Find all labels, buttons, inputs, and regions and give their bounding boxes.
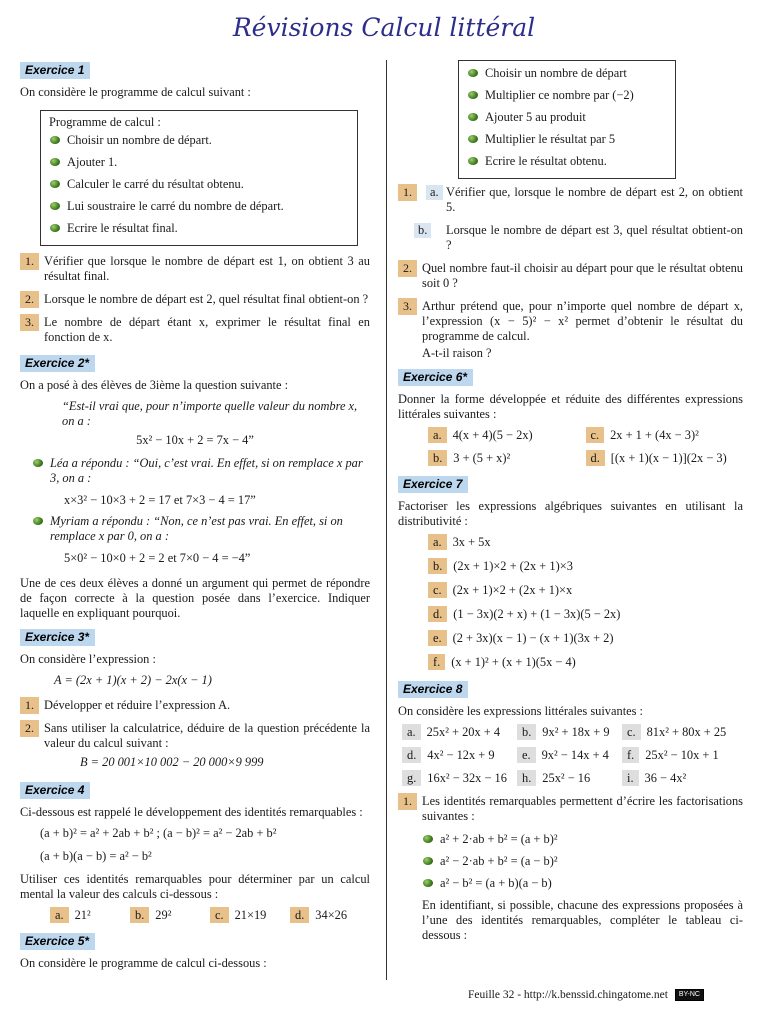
exercise-1-label: Exercice 1 (20, 62, 90, 79)
bullet-icon (50, 136, 60, 144)
ex5-question: 2. Quel nombre faut-il choisir au départ pour que le résultat obtenu soit 0 ? (398, 261, 743, 291)
ex1-intro: On considère le programme de calcul suivant : (20, 85, 251, 99)
list-item: a. 3x + 5x (428, 535, 743, 550)
list-item: a. 21² (50, 908, 130, 923)
list-item: b. 29² (130, 908, 210, 923)
footer-text: Feuille 32 - http://k.benssid.chingatome.net (468, 989, 668, 1001)
ex3-expr2: B = 20 001×10 002 − 20 000×9 999 (80, 755, 264, 769)
ex1-question: 2. Lorsque le nombre de départ est 2, quel résultat final obtient-on ? (20, 292, 370, 307)
ex4-identities: (a + b)² = a² + 2ab + b² ; (a − b)² = a² − 2ab + b² (40, 826, 277, 840)
ex1-step: Ecrire le résultat final. (49, 221, 349, 236)
list-item: c. 2x + 1 + (4x − 3)² (586, 428, 744, 443)
ex5-question: 1. a. Vérifier que, lorsque le nombre de départ est 2, on obtient 5. (398, 185, 743, 215)
bullet-icon (468, 91, 478, 99)
ex7-items (398, 535, 743, 670)
bullet-icon (423, 835, 433, 843)
ex2-quote: “Est-il vrai que, pour n’importe quelle valeur du nombre x, on a : (62, 399, 358, 428)
list-item: d. (1 − 3x)(2 + x) + (1 − 3x)(5 − 2x) (428, 607, 743, 622)
list-item: a. 25x² + 20x + 4 (402, 725, 517, 740)
list-item: b. 3 + (5 + x)² (428, 451, 586, 466)
bullet-icon (423, 879, 433, 887)
ex2-quote-eq: 5x² − 10x + 2 = 7x − 4” (136, 433, 254, 447)
ex2-lea: Léa a répondu : “Oui, c’est vrai. En effet, si on remplace x par 3, on a : (32, 456, 370, 486)
ex3-question: 1. Développer et réduire l’expression A. (20, 698, 370, 713)
bullet-icon (468, 135, 478, 143)
ex5-question-end: A-t-il raison ? (422, 346, 492, 360)
ex8-question: 1. Les identités remarquables permettent d’écrire les factorisations suivantes : (398, 794, 743, 824)
column-divider (386, 60, 387, 980)
list-item: b. 9x² + 18x + 9 (517, 725, 622, 740)
ex5-step: Multiplier ce nombre par (−2) (467, 88, 667, 103)
exercise-4-label: Exercice 4 (20, 782, 90, 799)
ex2-myriam: Myriam a répondu : “Non, ce n’est pas vrai. En effet, si on remplace x par 0, on a : (32, 514, 370, 544)
ex1-step: Calculer le carré du résultat obtenu. (49, 177, 349, 192)
ex3-intro: On considère l’expression : (20, 652, 156, 666)
bullet-icon (33, 459, 43, 467)
ex2-outro: Une de ces deux élèves a donné un argument qui permet de répondre de façon correcte à la question posée dans l’exercice. Indiquer laquelle en expliquant pourquoi. (20, 576, 370, 620)
list-item: a. 4(x + 4)(5 − 2x) (428, 428, 586, 443)
ex8-fact: a² − 2·ab + b² = (a − b)² (422, 854, 743, 869)
footer (468, 988, 704, 1003)
ex5-step: Multiplier le résultat par 5 (467, 132, 667, 147)
exercise-5-label: Exercice 5* (20, 933, 95, 950)
license-badge: BY-NC (675, 989, 704, 1001)
ex4-items (20, 908, 370, 923)
list-item: h. 25x² − 16 (517, 771, 622, 786)
list-item: e. 9x² − 14x + 4 (517, 748, 622, 763)
ex6-items (398, 428, 743, 466)
bullet-icon (33, 517, 43, 525)
ex8-fact: a² − b² = (a + b)(a − b) (422, 876, 743, 891)
list-item: e. (2 + 3x)(x − 1) − (x + 1)(3x + 2) (428, 631, 743, 646)
bullet-icon (468, 113, 478, 121)
ex5-program-box (458, 60, 676, 179)
exercise-6-label: Exercice 6* (398, 369, 473, 386)
bullet-icon (50, 224, 60, 232)
ex7-intro: Factoriser les expressions algébriques suivantes en utilisant la distributivité : (398, 499, 743, 528)
left-column (20, 60, 370, 977)
ex1-box-title: Programme de calcul : (49, 115, 161, 129)
ex8-outro: En identifiant, si possible, chacune des expressions proposées à l’une des identités remarquables, compléter le tableau ci-dessous : (422, 898, 743, 942)
ex5-question: 3. Arthur prétend que, pour n’importe quel nombre de départ x, l’expression (x − 5)² − x² permet d’obtenir le résultat du programme de calcul. (398, 299, 743, 344)
list-item: c. 81x² + 80x + 25 (622, 725, 742, 740)
ex1-question: 3. Le nombre de départ étant x, exprimer le résultat final en fonction de x. (20, 315, 370, 345)
bullet-icon (468, 69, 478, 77)
bullet-icon (50, 158, 60, 166)
list-item: f. (x + 1)² + (x + 1)(5x − 4) (428, 655, 743, 670)
bullet-icon (423, 857, 433, 865)
ex3-question: 2. Sans utiliser la calculatrice, déduire de la question précédente la valeur du calcul suivant : (20, 721, 370, 751)
list-item: b. (2x + 1)×2 + (2x + 1)×3 (428, 559, 743, 574)
ex1-step: Ajouter 1. (49, 155, 349, 170)
exercise-7-label: Exercice 7 (398, 476, 468, 493)
ex2-lea-eq: x×3² − 10×3 + 2 = 17 et 7×3 − 4 = 17” (64, 493, 256, 507)
bullet-icon (50, 202, 60, 210)
ex4-intro: Ci-dessous est rappelé le développement des identités remarquables : (20, 805, 363, 819)
ex1-question: 1. Vérifier que lorsque le nombre de départ est 1, on obtient 3 au résultat final. (20, 254, 370, 284)
ex3-expr: A = (2x + 1)(x + 2) − 2x(x − 1) (54, 673, 212, 687)
ex5-step: Ajouter 5 au produit (467, 110, 667, 125)
right-column (398, 60, 743, 949)
ex4-text: Utiliser ces identités remarquables pour déterminer par un calcul mental la valeur des calculs ci-dessous : (20, 872, 370, 901)
ex4-identity: (a + b)(a − b) = a² − b² (40, 849, 152, 863)
list-item: c. (2x + 1)×2 + (2x + 1)×x (428, 583, 743, 598)
ex2-intro: On a posé à des élèves de 3ième la question suivante : (20, 378, 289, 392)
list-item: d. [(x + 1)(x − 1)](2x − 3) (586, 451, 744, 466)
bullet-icon (468, 157, 478, 165)
ex5-step: Ecrire le résultat obtenu. (467, 154, 667, 169)
ex8-items (398, 725, 743, 786)
list-item: g. 16x² − 32x − 16 (402, 771, 517, 786)
ex8-intro: On considère les expressions littérales suivantes : (398, 704, 643, 718)
exercise-3-label: Exercice 3* (20, 629, 95, 646)
ex5-step: Choisir un nombre de départ (467, 66, 667, 81)
ex5-question: b. Lorsque le nombre de départ est 3, quel résultat obtient-on ? (398, 223, 743, 253)
ex1-step: Choisir un nombre de départ. (49, 133, 349, 148)
ex1-program-box (40, 110, 358, 246)
page-title: Révisions Calcul littéral (232, 13, 536, 42)
list-item: d. 4x² − 12x + 9 (402, 748, 517, 763)
ex8-fact: a² + 2·ab + b² = (a + b)² (422, 832, 743, 847)
ex1-step: Lui soustraire le carré du nombre de départ. (49, 199, 349, 214)
list-item: i. 36 − 4x² (622, 771, 742, 786)
list-item: d. 34×26 (290, 908, 370, 923)
exercise-8-label: Exercice 8 (398, 681, 468, 698)
ex6-intro: Donner la forme développée et réduite des différentes expressions littérales suivantes : (398, 392, 743, 421)
list-item: c. 21×19 (210, 908, 290, 923)
exercise-2-label: Exercice 2* (20, 355, 95, 372)
list-item: f. 25x² − 10x + 1 (622, 748, 742, 763)
ex2-myriam-eq: 5×0² − 10×0 + 2 = 2 et 7×0 − 4 = −4” (64, 551, 251, 565)
bullet-icon (50, 180, 60, 188)
ex5-intro: On considère le programme de calcul ci-dessous : (20, 956, 267, 970)
